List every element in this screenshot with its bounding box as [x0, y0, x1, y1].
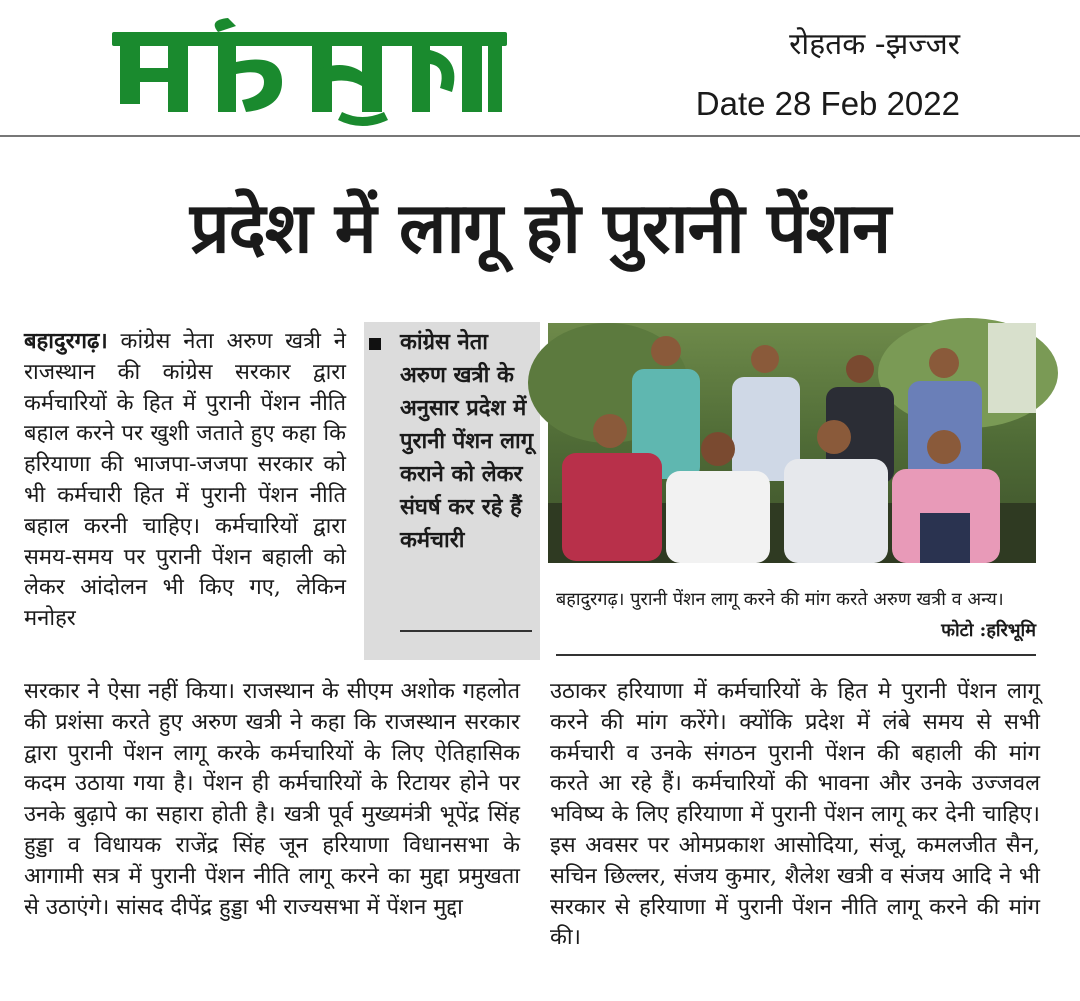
square-bullet-icon — [369, 338, 381, 350]
group-photo — [548, 323, 1036, 563]
haribhoomi-logo — [112, 7, 512, 122]
headline: प्रदेश में लागू हो पुरानी पेंशन — [189, 187, 891, 269]
col-c-text: उठाकर हरियाणा में कर्मचारियों के हित मे पुरानी पेंशन लागू करने की मांग करेंगे। क्योंकि प्रदेश में लंबे समय से सभी कर्मचारी व उनके संगठन पुरानी पेंशन की बहाली की मांग करते आ रहे हैं। कर्मचारियों की भावना और उनके उज्जवल भविष्य के लिए हरियाणा में पुरानी पेंशन लागू कर देनी चाहिए। इस अवसर पर ओमप्रकाश आसोदिया, संजू, कमलजीत सैन, सचिन छिल्लर, संजय कुमार, शैलेश खत्री व संजय आदि ने भी सरकार से हरियाणा में पुरानी पेंशन नीति लागू करने की मांग की। — [550, 679, 1040, 951]
article-column-c — [550, 677, 1040, 954]
edition-label: रोहतक -झज्जर — [789, 27, 960, 62]
pull-quote-rule — [400, 630, 532, 632]
dateline: बहादुरगढ़। — [24, 328, 108, 354]
caption-rule — [556, 654, 1036, 656]
col-b-text: सरकार ने ऐसा नहीं किया। राजस्थान के सीएम अशोक गहलोत की प्रशंसा करते हुए अरुण खत्री ने कहा कि राजस्थान सरकार द्वारा पुरानी पेंशन लागू करके कर्मचारियों के लिए ऐतिहासिक कदम उठाया गया है। पेंशन ही कर्मचारियों के रिटायर होने पर उनके बुढ़ापे का सहारा होती है। खत्री पूर्व मुख्यमंत्री भूपेंद्र सिंह हुड्डा व विधायक राजेंद्र सिंह जून हरियाणा विधानसभा के आगामी सत्र में पुरानी पेंशन नीति लागू करने का मुद्दा प्रमुखता से उठाएंगे। सांसद दीपेंद्र हुड्डा भी राज्यसभा में पेंशन मुद्दा — [24, 679, 520, 920]
col-a-text: कांग्रेस नेता अरुण खत्री ने राजस्थान की कांग्रेस सरकार द्वारा कर्मचारियों के हित में पुरानी पेंशन नीति बहाल करने पर खुशी जताते हुए कहा कि हरियाणा की भाजपा-जजपा सरकार को भी कर्मचारी हित में पुरानी पेंशन नीति बहाल करनी चाहिए। कर्मचारियों द्वारा समय-समय पर पुरानी पेंशन बहाली को लेकर आंदोलन भी किए गए, लेकिन मनोहर — [24, 329, 346, 632]
logo-text: हरिभूमि — [112, 7, 157, 26]
masthead-divider — [0, 135, 1080, 137]
photo-credit: फोटो :हरिभूमि — [941, 620, 1036, 641]
article-column-b — [24, 677, 520, 923]
photo-caption: बहादुरगढ़। पुरानी पेंशन लागू करने की मांग करते अरुण खत्री व अन्य। — [556, 589, 1004, 610]
pull-quote: कांग्रेस नेता अरुण खत्री के अनुसार प्रदेश में पुरानी पेंशन लागू कराने को लेकर संघर्ष कर रहे हैं कर्मचारी — [400, 329, 534, 553]
article-column-a — [24, 326, 346, 635]
date-label: Date 28 Feb 2022 — [695, 85, 960, 122]
